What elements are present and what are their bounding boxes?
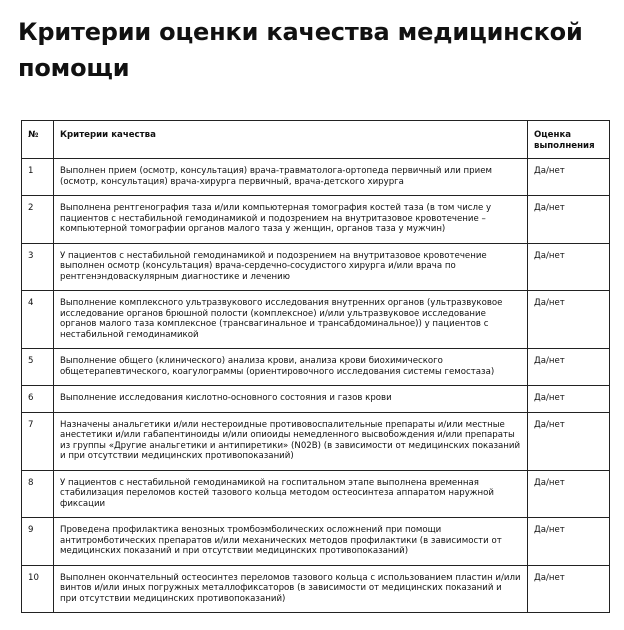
- page-title: Критерии оценки качества медицинской помощи: [18, 18, 583, 82]
- row-criterion: Выполнен окончательный остеосинтез переломов тазового кольца с использованием пластин и/или винтов и/или иных погружных металлофиксаторов (в зависимости от медицинских показаний и при отсутствии медицинских противопоказаний): [54, 565, 528, 613]
- row-criterion: Проведена профилактика венозных тромбоэмболических осложнений при помощи антитромботических препаратов и/или механических методов профилактики (в зависимости от медицинских показаний и при отсутствии медицинских противопоказаний): [54, 518, 528, 566]
- table-row: [22, 196, 610, 244]
- row-evaluation: Да/нет: [528, 565, 610, 613]
- header-number: №: [22, 121, 54, 159]
- row-criterion: Выполнен прием (осмотр, консультация) врача-травматолога-ортопеда первичный или прием (осмотр, консультация) врача-хирурга первичный, врача-детского хирурга: [54, 159, 528, 196]
- row-criterion: У пациентов с нестабильной гемодинамикой на госпитальном этапе выполнена временная стабилизация переломов костей тазового кольца методом остеосинтеза аппаратом наружной фиксации: [54, 470, 528, 518]
- table-row: [22, 386, 610, 413]
- table-row: [22, 565, 610, 613]
- table-row: [22, 518, 610, 566]
- row-number: 1: [22, 159, 54, 196]
- table-row: [22, 159, 610, 196]
- row-evaluation: Да/нет: [528, 159, 610, 196]
- row-number: 6: [22, 386, 54, 413]
- row-evaluation: Да/нет: [528, 196, 610, 244]
- table-row: [22, 243, 610, 291]
- row-evaluation: Да/нет: [528, 349, 610, 386]
- header-criterion: Критерии качества: [54, 121, 528, 159]
- row-evaluation: Да/нет: [528, 470, 610, 518]
- table-row: [22, 349, 610, 386]
- header-evaluation: Оценка выполнения: [528, 121, 610, 159]
- table-row: [22, 291, 610, 349]
- row-criterion: Выполнение общего (клинического) анализа крови, анализа крови биохимического общетерапевтического, коагулограммы (ориентировочного исследования системы гемостаза): [54, 349, 528, 386]
- row-criterion: Выполнена рентгенография таза и/или компьютерная томография костей таза (в том числе у пациентов с нестабильной гемодинамикой и подозрением на внутритазовое кровотечение – компьютерной томографии органов малого таза у женщин, органов таза у мужчин): [54, 196, 528, 244]
- row-evaluation: Да/нет: [528, 386, 610, 413]
- row-number: 2: [22, 196, 54, 244]
- row-evaluation: Да/нет: [528, 243, 610, 291]
- row-number: 9: [22, 518, 54, 566]
- row-number: 10: [22, 565, 54, 613]
- table-header-row: [22, 121, 610, 159]
- table-row: [22, 412, 610, 470]
- row-criterion: Назначены анальгетики и/или нестероидные противовоспалительные препараты и/или местные анестетики и/или габапентиноиды и/или опиоиды немедленного высвобождения и/или препараты из группы «Другие анальгетики и антипиретики» (N02B) (в зависимости от медицинских показаний и при отсутствии медицинских противопоказаний): [54, 412, 528, 470]
- row-number: 4: [22, 291, 54, 349]
- row-number: 3: [22, 243, 54, 291]
- row-number: 8: [22, 470, 54, 518]
- row-evaluation: Да/нет: [528, 412, 610, 470]
- row-criterion: Выполнение комплексного ультразвукового исследования внутренних органов (ультразвуковое исследование органов брюшной полости (комплексное) и/или ультразвуковое исследование органов малого таза комплексное (трансвагинальное и трансабдоминальное)) у пациентов с нестабильной гемодинамикой: [54, 291, 528, 349]
- criteria-table: [21, 120, 610, 613]
- row-criterion: Выполнение исследования кислотно-основного состояния и газов крови: [54, 386, 528, 413]
- row-number: 7: [22, 412, 54, 470]
- row-number: 5: [22, 349, 54, 386]
- row-evaluation: Да/нет: [528, 291, 610, 349]
- row-evaluation: Да/нет: [528, 518, 610, 566]
- row-criterion: У пациентов с нестабильной гемодинамикой и подозрением на внутритазовое кровотечение выполнен осмотр (консультация) врача-сердечно-сосудистого хирурга и/или врача по рентгенэндоваскулярным диагностике и лечению: [54, 243, 528, 291]
- table-row: [22, 470, 610, 518]
